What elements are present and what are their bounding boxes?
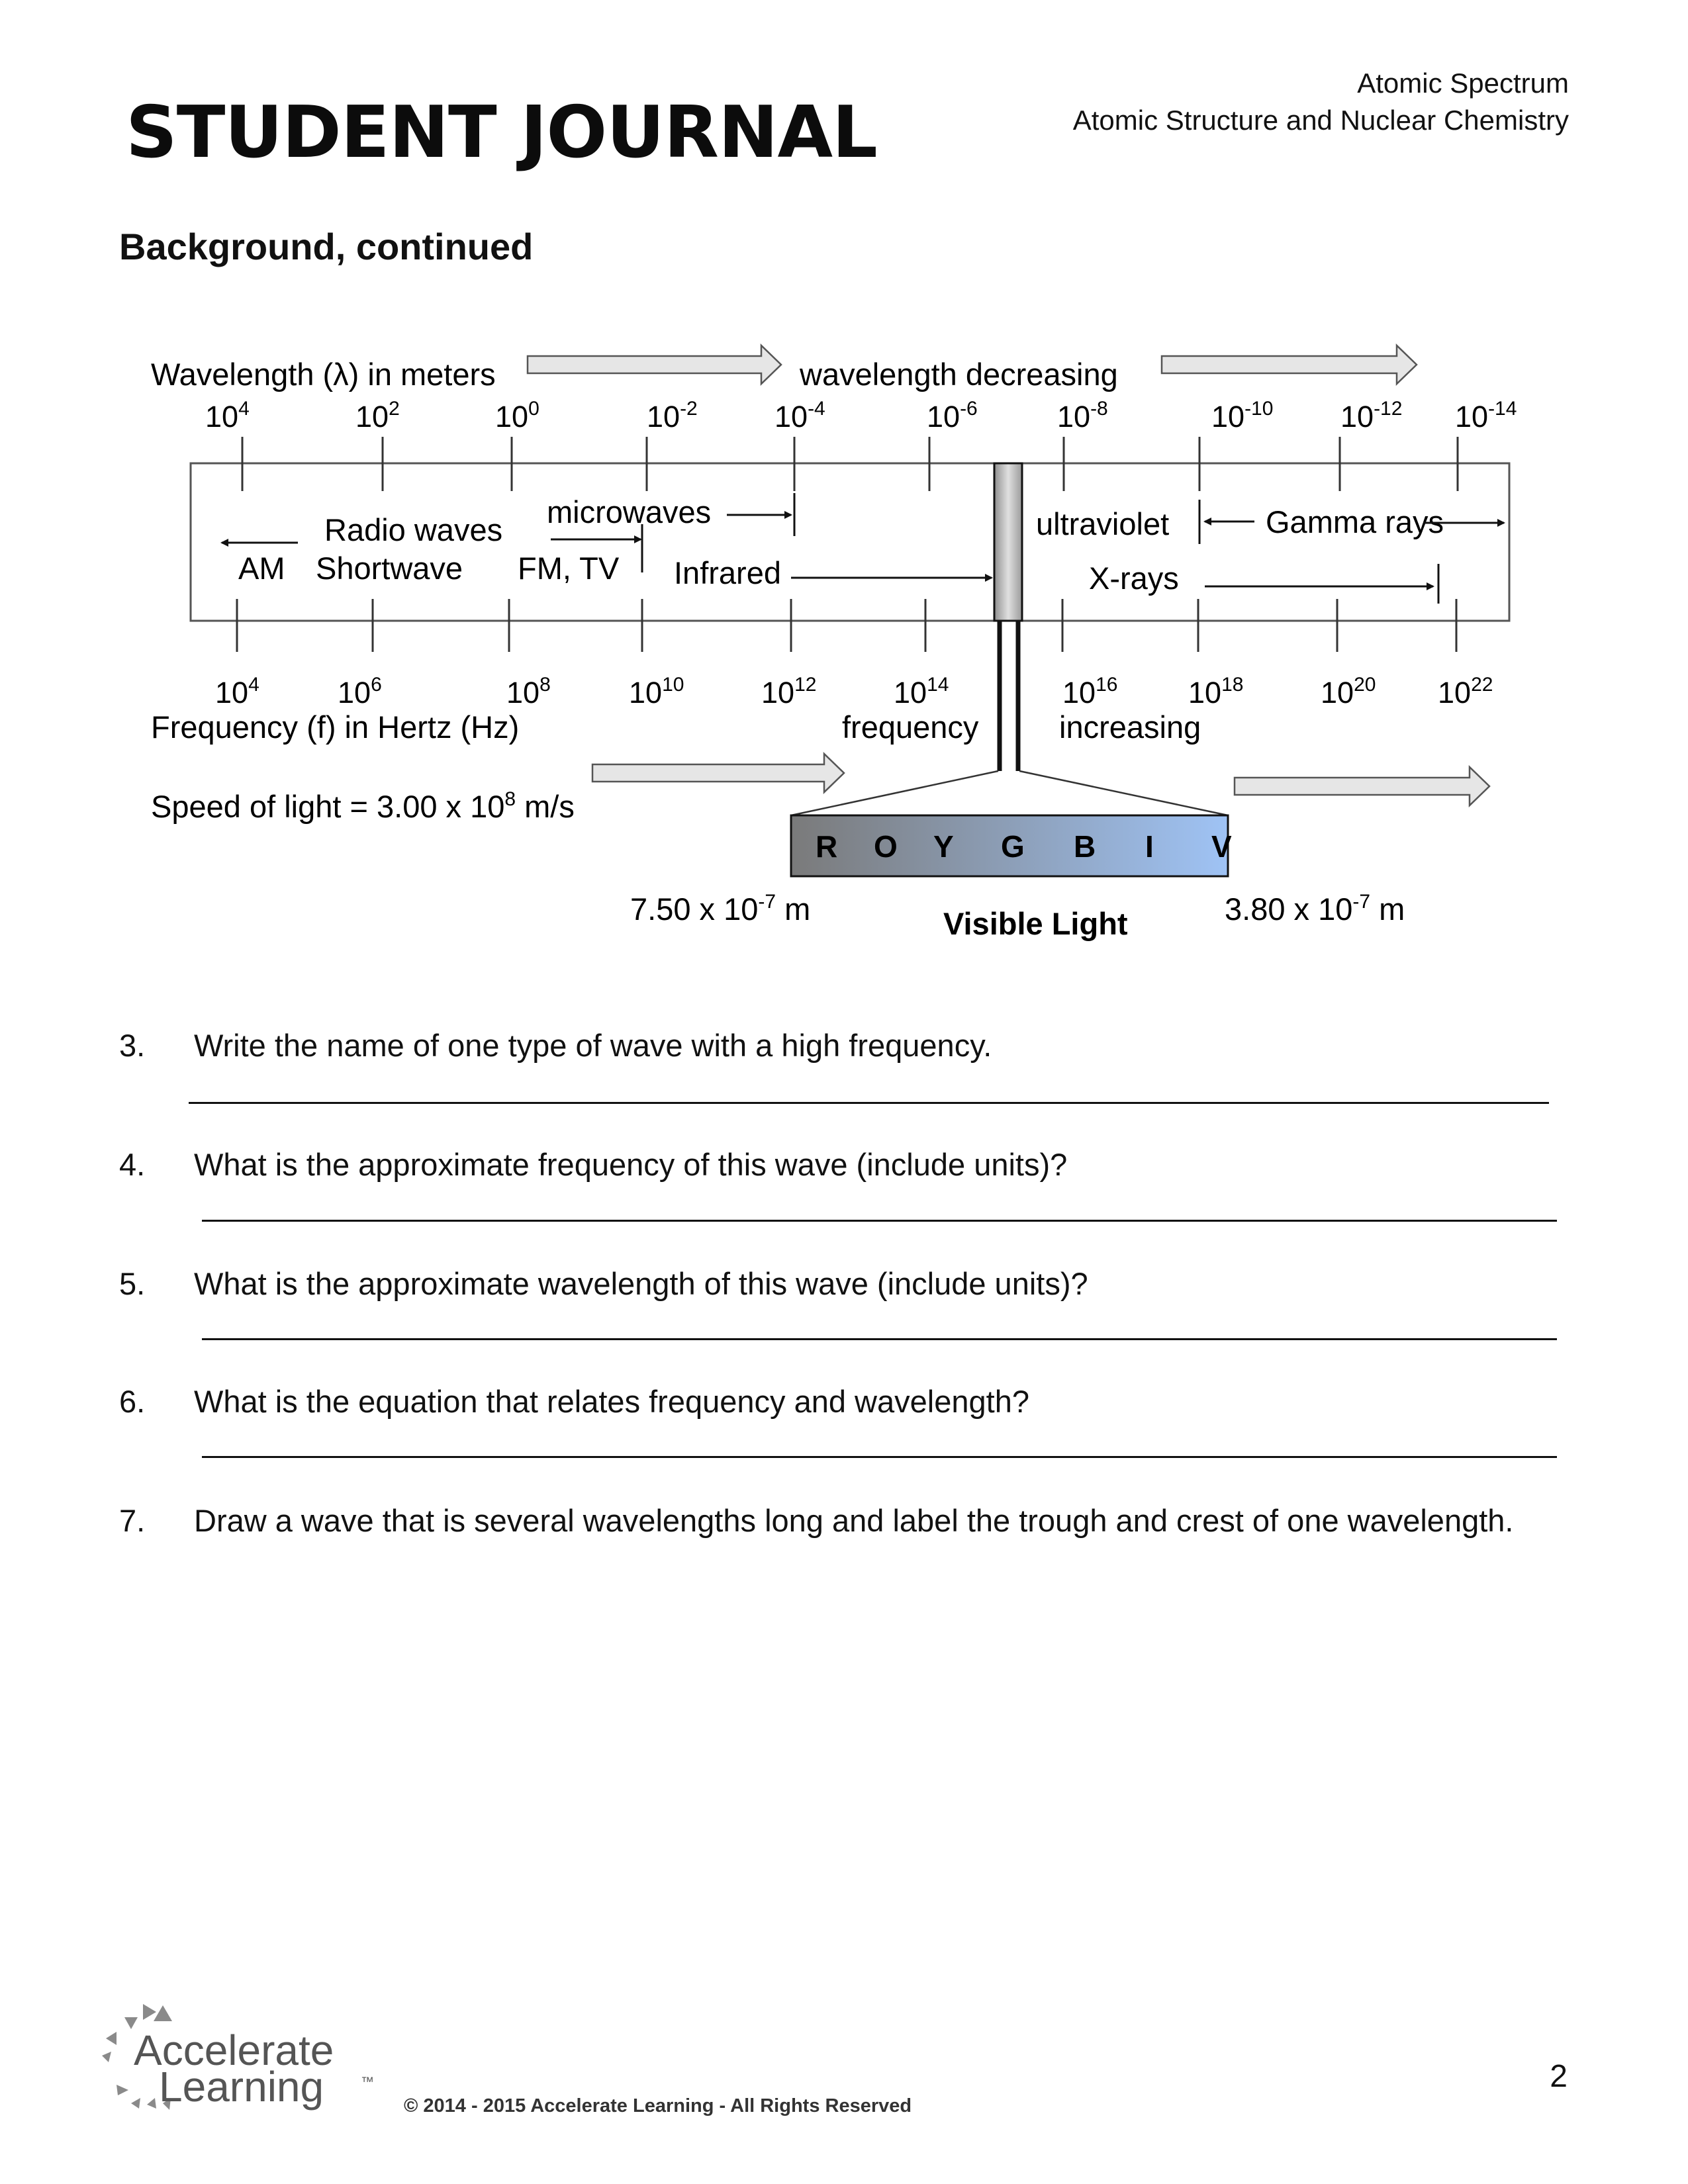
- frequency-tick-label: $10^{18}$: [1188, 674, 1244, 709]
- question-text: What is the approximate wavelength of this wave (include units)?: [194, 1266, 1088, 1301]
- question-number: 4.: [119, 1147, 146, 1182]
- speed-of-light: [151, 788, 575, 824]
- frequency-tick-label: $10^{12}$: [761, 674, 817, 709]
- frequency-label: Frequency (f) in Hertz (Hz): [151, 709, 520, 745]
- drawing-area[interactable]: [192, 1602, 1549, 1972]
- topic-title: Atomic Spectrum: [1357, 68, 1569, 99]
- visible-letter-o: O: [874, 829, 898, 864]
- visible-letter-y: Y: [933, 829, 954, 864]
- frequency-tick-label: $10^{22}$: [1438, 674, 1493, 709]
- visible-right-exponent: -7: [1352, 891, 1371, 913]
- band-x-rays: X-rays: [1089, 561, 1179, 596]
- question-text: What is the approximate frequency of this wave (include units)?: [194, 1147, 1068, 1182]
- band-radio-waves: Radio waves: [324, 512, 503, 547]
- visible-right-prefix: 3.80 x 10: [1225, 891, 1353, 927]
- band-microwaves: microwaves: [547, 494, 712, 529]
- visible-light-label: Visible Light: [943, 906, 1128, 941]
- band-am: AM: [238, 551, 285, 586]
- answer-line-3[interactable]: [189, 1102, 1549, 1104]
- frequency-tick-label: $10^8$: [506, 674, 551, 709]
- frequency-tick-label: $10^4$: [215, 674, 259, 709]
- answer-line-5[interactable]: [202, 1338, 1557, 1340]
- speed-of-light-suffix: m/s: [516, 789, 575, 824]
- wavelength-label: Wavelength (λ) in meters: [151, 357, 496, 392]
- unit-title: Atomic Structure and Nuclear Chemistry: [1072, 105, 1569, 136]
- question-text: Write the name of one type of wave with a high frequency.: [194, 1028, 992, 1063]
- visible-letter-i: I: [1145, 829, 1154, 864]
- band-gamma-rays: Gamma rays: [1266, 504, 1444, 539]
- wavelength-tick-label: $10^{-2}$: [647, 398, 698, 433]
- frequency-tick-labels: [215, 674, 1493, 709]
- question-3: [119, 1027, 1575, 1067]
- copyright-notice: © 2014 - 2015 Accelerate Learning - All Rights Reserved: [404, 2095, 912, 2116]
- frequency-tick-marks: [237, 599, 1456, 652]
- band-fm-tv: FM, TV: [518, 551, 620, 586]
- question-number: 5.: [119, 1266, 146, 1301]
- visible-expansion-lines: [791, 771, 1228, 815]
- wavelength-tick-label: $10^{-4}$: [774, 398, 825, 433]
- wavelength-tick-label: $10^{-8}$: [1057, 398, 1108, 433]
- visible-letter-v: V: [1211, 829, 1232, 864]
- frequency-tick-label: $10^{20}$: [1321, 674, 1376, 709]
- wavelength-tick-label: $10^0$: [495, 398, 539, 433]
- logo-word-accelerate: Accelerate: [134, 2026, 334, 2074]
- question-5: [119, 1265, 1575, 1305]
- direction-arrow-top-2: [1162, 345, 1417, 384]
- logo-trademark: ™: [361, 2075, 374, 2089]
- wavelength-tick-label: $10^{-12}$: [1340, 398, 1403, 433]
- wavelength-tick-label: $10^{-6}$: [927, 398, 978, 433]
- em-spectrum-diagram: [0, 0, 1688, 979]
- band-shortwave: Shortwave: [316, 551, 463, 586]
- visible-left-suffix: m: [776, 891, 811, 927]
- visible-left-value: [630, 891, 810, 927]
- wavelength-tick-labels: [205, 398, 1517, 433]
- section-title: Background, continued: [119, 226, 534, 267]
- question-number: 3.: [119, 1028, 146, 1063]
- answer-line-6[interactable]: [202, 1456, 1557, 1458]
- answer-line-4[interactable]: [202, 1220, 1557, 1222]
- question-4: [119, 1146, 1575, 1186]
- wavelength-tick-label: $10^{-14}$: [1455, 398, 1517, 433]
- direction-arrow-top-1: [528, 345, 781, 384]
- brand-title: STUDENT JOURNAL: [126, 91, 877, 174]
- frequency-tick-label: $10^{14}$: [894, 674, 949, 709]
- speed-of-light-prefix: Speed of light = 3.00 x 10: [151, 789, 505, 824]
- wavelength-tick-label: $10^{-10}$: [1211, 398, 1274, 433]
- visible-right-suffix: m: [1370, 891, 1405, 927]
- logo-word-learning: Learning: [159, 2063, 324, 2111]
- wavelength-tick-label: $10^4$: [205, 398, 250, 433]
- visible-right-value: [1225, 891, 1405, 927]
- wavelength-direction: wavelength decreasing: [800, 357, 1118, 392]
- direction-arrow-bottom-1: [592, 754, 844, 792]
- speed-of-light-exponent: 8: [504, 788, 516, 810]
- frequency-tick-label: $10^{10}$: [629, 674, 684, 709]
- frequency-tick-label: $10^{16}$: [1062, 674, 1118, 709]
- visible-letter-r: R: [816, 829, 838, 864]
- visible-region-bar: [994, 463, 1022, 621]
- visible-left-exponent: -7: [758, 891, 776, 913]
- direction-arrow-bottom-2: [1235, 767, 1489, 805]
- wavelength-tick-label: $10^2$: [355, 398, 400, 433]
- page-number: 2: [1550, 2059, 1568, 2094]
- question-6: [119, 1383, 1575, 1423]
- question-text: What is the equation that relates frequency and wavelength?: [194, 1384, 1029, 1419]
- question-7: [119, 1502, 1575, 1582]
- visible-left-prefix: 7.50 x 10: [630, 891, 759, 927]
- band-ultraviolet: ultraviolet: [1036, 506, 1170, 541]
- visible-letter-g: G: [1001, 829, 1025, 864]
- accelerate-learning-logo: [99, 1999, 404, 2131]
- question-text: Draw a wave that is several wavelengths long and label the trough and crest of one wavelength.: [194, 1503, 1514, 1538]
- band-infrared: Infrared: [674, 555, 781, 590]
- frequency-tick-label: $10^6$: [338, 674, 382, 709]
- frequency-word: frequency: [842, 709, 979, 745]
- visible-letter-b: B: [1074, 829, 1096, 864]
- question-number: 6.: [119, 1384, 146, 1419]
- question-number: 7.: [119, 1503, 146, 1538]
- increasing-word: increasing: [1059, 709, 1201, 745]
